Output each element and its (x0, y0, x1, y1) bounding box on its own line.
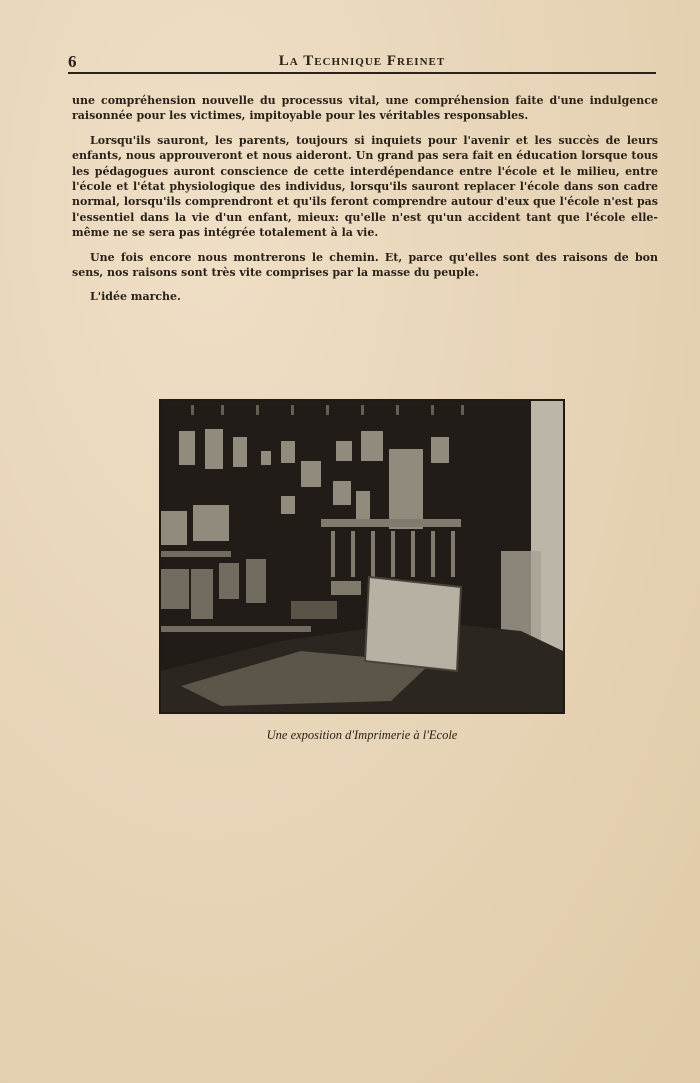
running-header (68, 50, 656, 74)
running-title: La Technique Freinet (278, 53, 446, 69)
paragraph: Une fois encore nous montrerons le chemin. Et, parce qu'elles sont des raisons de bon sens, nos raisons sont très vite comprises par la masse du peuple. (72, 250, 658, 280)
exhibition-photo (159, 399, 565, 714)
figure-caption: Une exposition d'Imprimerie à l'Ecole (266, 728, 458, 742)
article-body (72, 93, 658, 314)
exhibition-photo-image (161, 401, 563, 712)
paragraph: L'idée marche. (90, 290, 181, 304)
paragraph: une compréhension nouvelle du processus vital, une compréhension faite d'une indulgence raisonnée pour les victimes, impitoyable pour les véritables responsables. (72, 94, 658, 123)
paragraph: Lorsqu'ils sauront, les parents, toujours si inquiets pour l'avenir et les succès de leurs enfants, nous approuveront et nous aideront. Un grand pas sera fait en éducation lorsque tous les pédagogues auront conscience de cette interdépendance entre l'école et le milieu, entre l'école et l'état physiologique des individus, lorsqu'ils sauront replacer l'école dans son cadre normal, lorsqu'ils comprendront et qu'ils feront comprendre autour d'eux que l'école n'est pas l'essentiel dans la vie d'un enfant, mieux: qu'elle n'est qu'un accident tant que l'école elle-même ne se sera pas intégrée totalement à la vie. (72, 133, 658, 240)
page-number: 6 (68, 52, 77, 71)
